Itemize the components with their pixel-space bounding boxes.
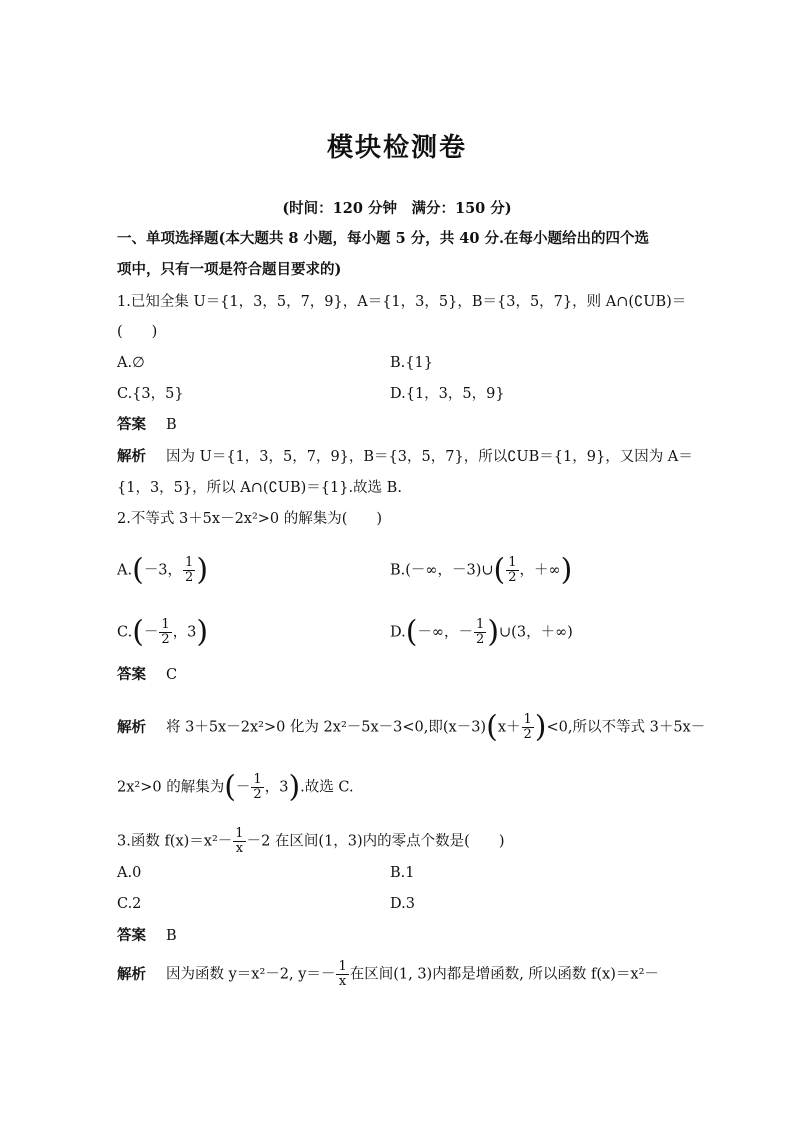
q2-option-d	[390, 614, 573, 650]
q1-analysis-line2: {1，3，5}，所以 A∩(∁UB)＝{1}.故选 B.	[117, 480, 402, 496]
fraction-numerator: 1	[253, 772, 262, 787]
analysis-text: 因为函数 y＝x²－2, y＝－	[166, 966, 336, 983]
fraction-one-half	[251, 773, 263, 802]
left-paren: (	[132, 614, 144, 650]
stem-text: －2 在区间(1，3)内的零点个数是( )	[246, 833, 505, 850]
option-text: －∞，－	[417, 624, 474, 641]
left-paren: (	[493, 552, 506, 588]
q3-option-c: C.2	[117, 896, 142, 912]
answer-value: B	[166, 928, 177, 944]
q3-option-d: D.3	[390, 896, 415, 912]
option-prefix: A.	[117, 562, 133, 579]
left-paren: (	[486, 709, 498, 745]
option-prefix: C.	[117, 624, 133, 641]
exam-info: (时间：120 分钟 满分：150 分)	[282, 200, 512, 217]
q1-stem-line2: ( )	[117, 324, 158, 340]
q1-option-d: D.{1，3，5，9}	[390, 386, 505, 402]
q3-option-b: B.1	[390, 865, 415, 881]
answer-label: 答案	[117, 416, 146, 433]
q2-answer	[117, 665, 177, 685]
fraction-denominator: 2	[253, 787, 262, 802]
option-text: －3，	[143, 562, 183, 579]
left-paren: (	[405, 614, 418, 650]
fraction-one-over-x	[233, 827, 245, 856]
q1-analysis-line1	[117, 447, 693, 467]
fraction-numerator: 1	[161, 617, 170, 632]
stem-text: 3.函数 f(x)＝x²－	[117, 833, 233, 850]
q1-answer	[117, 415, 177, 435]
answer-label: 答案	[117, 927, 146, 944]
section-heading-line1: 一、单项选择题(本大题共 8 小题，每小题 5 分，共 40 分.在每小题给出的四个选	[117, 230, 650, 247]
q2-option-c	[117, 614, 209, 650]
q1-option-b: B.{1}	[390, 355, 433, 371]
q2-stem: 2.不等式 3＋5x－2x²>0 的解集为( )	[117, 511, 383, 527]
option-text: －	[143, 624, 159, 641]
analysis-label: 解析	[117, 718, 146, 736]
right-paren: )	[487, 614, 500, 650]
analysis-text: 在区间(1, 3)内都是增函数, 所以函数 f(x)＝x²－	[349, 966, 659, 983]
page-title: 模块检测卷	[326, 133, 467, 163]
right-paren: )	[534, 709, 547, 745]
option-text: B.(－∞，－3)∪	[390, 562, 494, 579]
right-paren: )	[560, 552, 573, 588]
analysis-text: 2x²>0 的解集为	[117, 779, 225, 796]
right-paren: )	[288, 769, 301, 805]
option-prefix: D.	[390, 624, 406, 641]
analysis-label: 解析	[117, 965, 146, 983]
analysis-text: 将 3＋5x－2x²>0 化为 2x²－5x－3<0,即(x－3)	[166, 719, 487, 736]
fraction-denominator: x	[235, 841, 244, 856]
option-text: ∪(3，＋∞)	[499, 624, 573, 641]
q3-option-a: A.0	[117, 865, 142, 881]
right-paren: )	[196, 614, 209, 650]
fraction-one-over-x	[336, 960, 348, 989]
answer-value: B	[166, 417, 177, 433]
left-paren: (	[224, 769, 236, 805]
fraction-numerator: 1	[185, 555, 194, 570]
left-paren: (	[132, 552, 144, 588]
q2-analysis-line1	[117, 709, 706, 745]
q2-option-a	[117, 552, 209, 588]
q2-option-b	[390, 552, 573, 588]
answer-label: 答案	[117, 666, 146, 683]
q2-analysis-line2	[117, 769, 354, 805]
q3-answer	[117, 926, 177, 946]
fraction-one-half	[183, 556, 195, 585]
fraction-denominator: 2	[476, 632, 485, 647]
fraction-denominator: x	[338, 974, 347, 989]
fraction-one-half	[522, 713, 534, 742]
analysis-text: －	[235, 779, 251, 796]
section-heading-line2: 项中，只有一项是符合题目要求的)	[117, 261, 342, 278]
fraction-numerator: 1	[338, 959, 347, 974]
fraction-denominator: 2	[508, 570, 517, 585]
fraction-numerator: 1	[235, 826, 244, 841]
option-text: ，＋∞	[519, 562, 561, 579]
analysis-label: 解析	[117, 448, 146, 465]
analysis-text: ，3	[264, 779, 289, 796]
answer-value: C	[166, 667, 178, 683]
fraction-one-half	[159, 618, 171, 647]
fraction-numerator: 1	[508, 555, 517, 570]
fraction-one-half	[474, 618, 486, 647]
fraction-numerator: 1	[523, 712, 532, 727]
fraction-denominator: 2	[161, 632, 170, 647]
q3-stem	[117, 827, 505, 856]
analysis-text: .故选 C.	[300, 779, 354, 796]
option-text: ，3	[172, 624, 197, 641]
fraction-numerator: 1	[476, 617, 485, 632]
q3-analysis	[117, 960, 659, 989]
right-paren: )	[196, 552, 209, 588]
fraction-denominator: 2	[523, 727, 532, 742]
q1-stem-line1: 1.已知全集 U＝{1，3，5，7，9}，A＝{1，3，5}，B＝{3，5，7}，则 A∩(∁UB)＝	[117, 294, 687, 310]
analysis-text: <0,所以不等式 3＋5x－	[546, 719, 706, 736]
q1-option-c: C.{3，5}	[117, 386, 184, 402]
fraction-one-half	[506, 556, 518, 585]
fraction-denominator: 2	[185, 570, 194, 585]
analysis-text: 因为 U＝{1，3，5，7，9}，B＝{3，5，7}，所以∁UB＝{1，9}，又因为 A＝	[166, 449, 693, 465]
analysis-text: x＋	[497, 719, 521, 736]
q1-option-a: A.∅	[117, 355, 145, 371]
